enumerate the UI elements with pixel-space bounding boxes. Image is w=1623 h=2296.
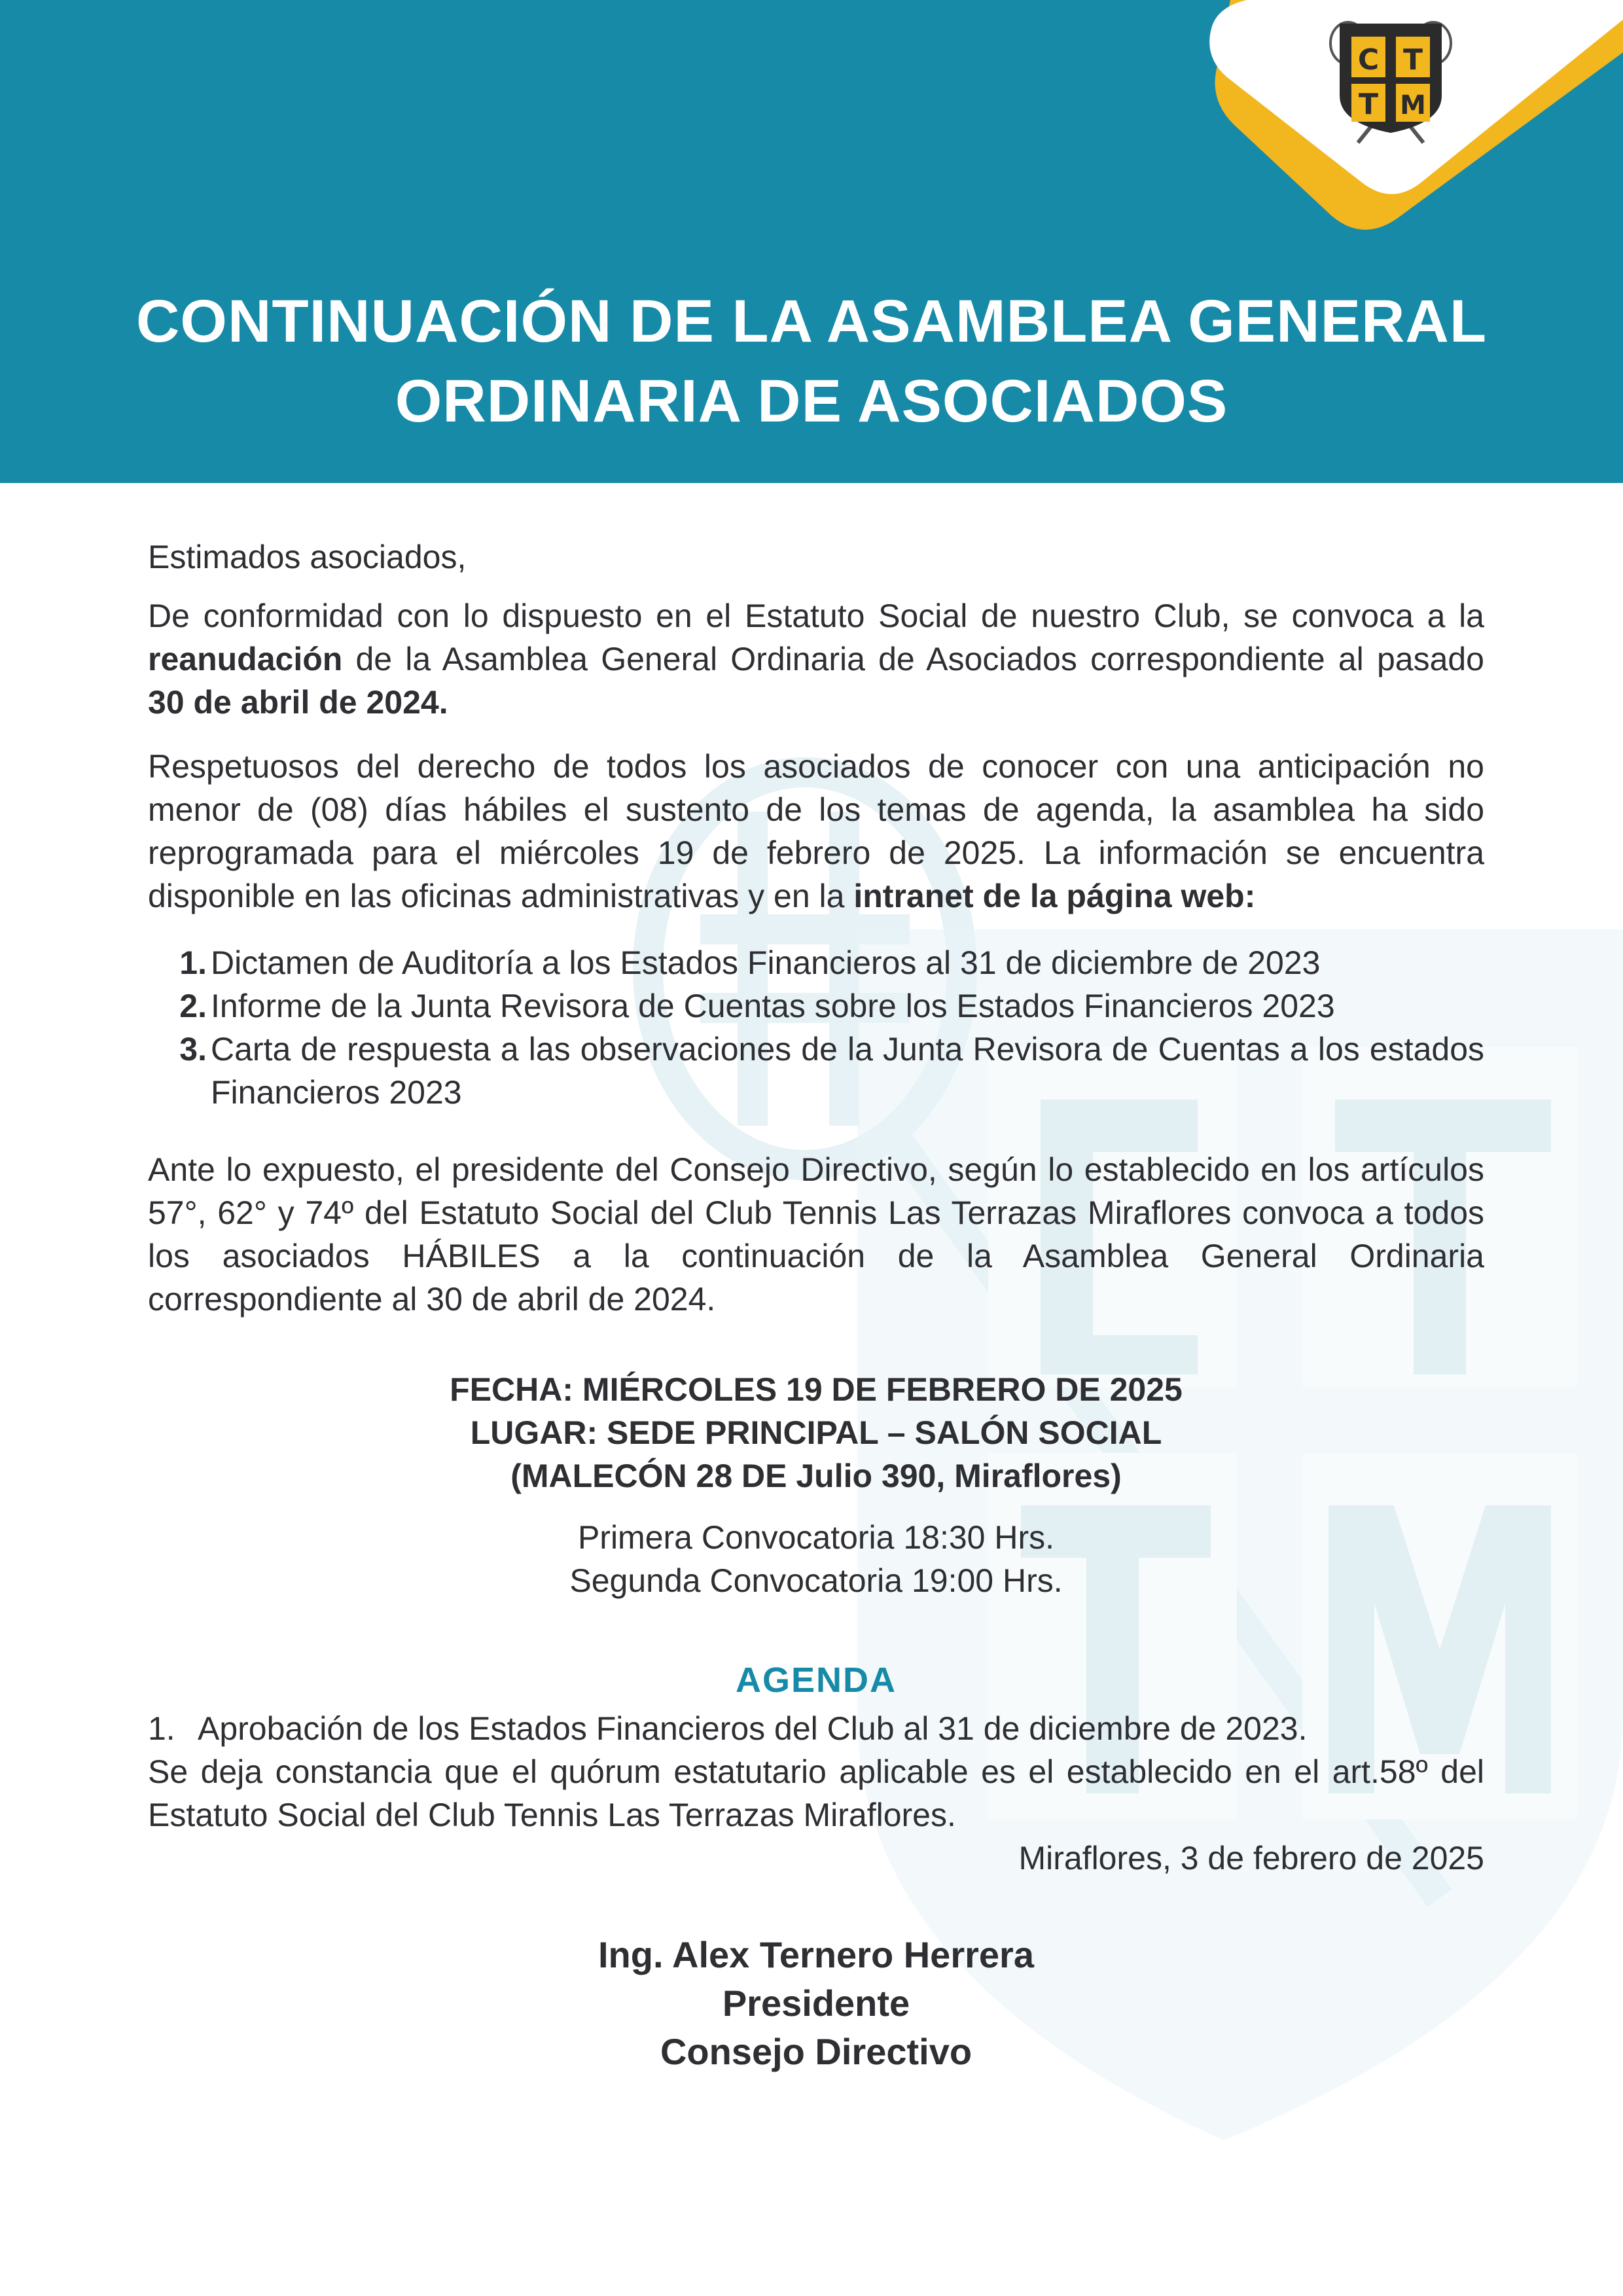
- p2-bold-intranet: intranet de la página web:: [853, 878, 1256, 914]
- second-call-time: Segunda Convocatoria 19:00 Hrs.: [569, 1562, 1063, 1599]
- list-item-number: 1.: [179, 944, 207, 981]
- signatory-name: Ing. Alex Ternero Herrera: [597, 1934, 1034, 1975]
- event-address: (MALECÓN 28 DE Julio 390, Miraflores): [510, 1458, 1122, 1494]
- crest-letter-m: M: [1400, 90, 1426, 120]
- first-call-time: Primera Convocatoria 18:30 Hrs.: [577, 1519, 1055, 1556]
- event-date: FECHA: MIÉRCOLES 19 DE FEBRERO DE 2025: [450, 1371, 1183, 1408]
- p1-bold-reanudacion: reanudación: [148, 641, 343, 677]
- greeting: Estimados asociados,: [148, 539, 467, 575]
- list-item-text: Dictamen de Auditoría a los Estados Financieros al 31 de diciembre de 2023: [211, 944, 1321, 981]
- paragraph-convocation: [148, 594, 1484, 724]
- p2-text-a: Respetuosos del derecho de todos los asociados de conocer con una anticipación no menor de (08) días hábiles el sustento de los temas de agenda, la asamblea ha sido reprogramada para el miércoles 19 de febrero de 2025. La información se encuentra disponible en las oficinas administrativas y en la: [148, 748, 1484, 914]
- page-title: [0, 281, 1623, 441]
- list-item: [148, 941, 1484, 984]
- p1-text-a: De conformidad con lo dispuesto en el Estatuto Social de nuestro Club, se convoca a la: [148, 598, 1484, 634]
- convocation-times: [148, 1516, 1484, 1602]
- list-item: [148, 984, 1484, 1028]
- paragraph-quorum: Se deja constancia que el quórum estatutario aplicable es el establecido en el art.58º del Estatuto Social del Club Tennis Las Terrazas Miraflores.: [148, 1753, 1484, 1833]
- signature-block: [148, 1931, 1484, 2076]
- signatory-body: Consejo Directivo: [660, 2031, 972, 2072]
- agenda-item: [148, 1707, 1484, 1750]
- crest-letter-c: C: [1357, 43, 1380, 77]
- agenda-item-text: Aprobación de los Estados Financieros del Club al 31 de diciembre de 2023.: [198, 1710, 1308, 1747]
- list-item-text: Carta de respuesta a las observaciones de la Junta Revisora de Cuentas a los estados Financieros 2023: [211, 1031, 1484, 1111]
- agenda-item-number: 1.: [148, 1710, 175, 1747]
- page-title-line-2: ORDINARIA DE ASOCIADOS: [395, 368, 1228, 435]
- letter-body: [148, 535, 1484, 2076]
- list-item: [148, 1028, 1484, 1114]
- event-place: LUGAR: SEDE PRINCIPAL – SALÓN SOCIAL: [470, 1414, 1162, 1451]
- crest-letter-t2: T: [1358, 88, 1379, 121]
- agenda-heading: AGENDA: [735, 1660, 897, 1700]
- list-item-number: 2.: [179, 988, 207, 1024]
- signatory-role: Presidente: [722, 1982, 910, 2024]
- event-details: [148, 1368, 1484, 1498]
- list-item-text: Informe de la Junta Revisora de Cuentas sobre los Estados Financieros 2023: [211, 988, 1335, 1024]
- p1-bold-date: 30 de abril de 2024.: [148, 684, 448, 721]
- page-title-line-1: CONTINUACIÓN DE LA ASAMBLEA GENERAL: [135, 288, 1488, 355]
- crest-letter-t1: T: [1402, 43, 1423, 77]
- p1-text-c: de la Asamblea General Ordinaria de Asociados correspondiente al pasado: [342, 641, 1484, 677]
- place-date: Miraflores, 3 de febrero de 2025: [1018, 1840, 1484, 1876]
- header-band: [0, 0, 1623, 483]
- list-item-number: 3.: [179, 1031, 207, 1067]
- paragraph-reprogramming: [148, 745, 1484, 918]
- paragraph-statute-call: Ante lo expuesto, el presidente del Consejo Directivo, según lo establecido en los artículos 57°, 62° y 74º del Estatuto Social del Club Tennis Las Terrazas Miraflores convoca a todos los asociados HÁBILES a la continuación de la Asamblea General Ordinaria correspondiente al 30 de abril de 2024.: [148, 1151, 1484, 1318]
- documents-list: [148, 941, 1484, 1114]
